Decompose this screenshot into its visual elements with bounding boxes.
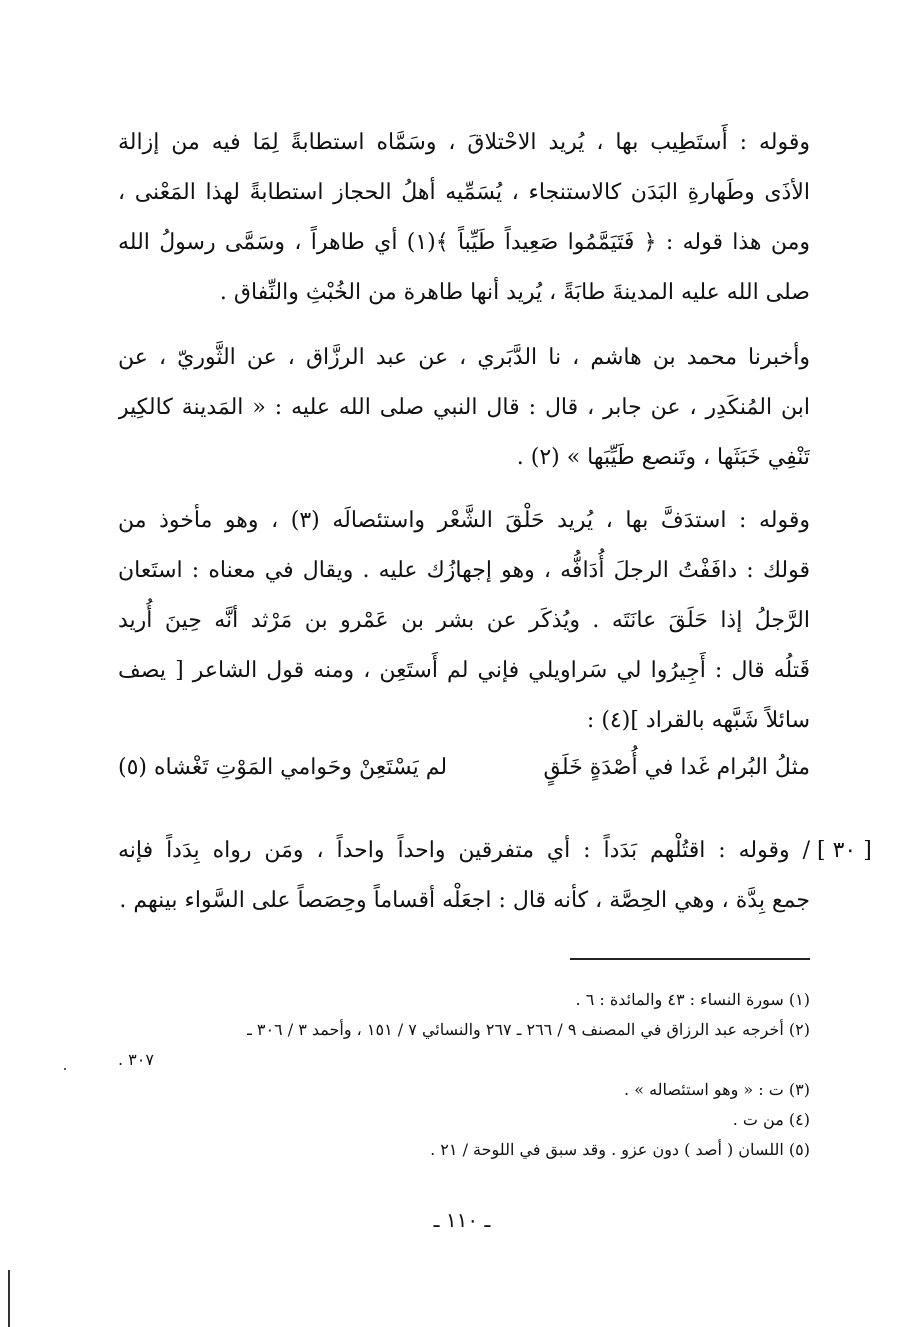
- margin-folio-number: [ ٣٠ ]: [817, 838, 872, 863]
- footnote: [118, 1105, 810, 1135]
- scan-edge-mark: [8, 1270, 10, 1327]
- scan-speck: [64, 1068, 66, 1070]
- footnote-marker: (٣): [788, 1080, 810, 1099]
- footnote-text: ت : « وهو استئصاله » .: [624, 1080, 784, 1099]
- text-line: صلى الله عليه المدينةَ طابَةً ، يُريد أنها طاهرة من الخُبْثِ والنِّفاق .: [219, 280, 810, 305]
- text-line: قَتلُه قال : أَجِيرُوا لي سَراويلي فإني لم أَستَعِن ، ومنه قول الشاعر [ يصف: [118, 658, 810, 683]
- text-line: ومن هذا قوله : ﴿ فَتَيَمَّمُوا صَعِيداً طَيِّباً ﴾(١) أي طاهراً ، وسَمَّى رسولُ الله: [118, 230, 810, 255]
- footnote: [118, 1015, 810, 1045]
- paragraph-badad: [118, 826, 810, 926]
- footnote-marker: (٥): [788, 1140, 810, 1159]
- paragraph-hadith: [118, 333, 810, 483]
- text-line: / وقوله : اقتُلْهم بَدَداً : أي متفرقين واحداً واحداً ، ومَن رواه بِدَداً فإنه: [118, 838, 810, 863]
- footnote-continuation: [118, 1045, 810, 1075]
- footnote-text: اللسان ( أصد ) دون عزو . وقد سبق في اللوحة / ٢١ .: [430, 1140, 784, 1159]
- footnote-text: ٣٠٧ .: [118, 1050, 154, 1069]
- footnotes: [118, 985, 810, 1165]
- text-line: سائلاً شَبَّهه بالقراد ](٤) :: [586, 708, 810, 733]
- footnote-text: سورة النساء : ٤٣ والمائدة : ٦ .: [575, 990, 784, 1009]
- text-line: تَنْفِي خَبَثَها ، وتَنصع طَيِّبَها » (٢) .: [516, 445, 810, 470]
- text-line: الأذَى وطَهارةِ البَدَن كالاستنجاء ، يُسَمِّيه أهلُ الحجاز استطابةً لهذا المَعْنى ،: [118, 180, 810, 205]
- verse-second-hemistich: لم يَسْتَعِنْ وحَوامي المَوْتِ تَغْشاه (٥): [118, 755, 448, 780]
- text-line: الرَّجلُ إذا حَلَقَ عانَتَه . ويُذكَر عن بشر بن عَمْرو بن مَرْثد أنَّه حِينَ أُريد: [118, 608, 810, 633]
- text-line: قولك : دافَفْتُ الرجلَ أُدَافُّه ، وهو إجهازُك عليه . ويقال في معناه : استَعان: [118, 558, 810, 583]
- footnote: [118, 1075, 810, 1105]
- text-line: ابن المُنكَدِر ، عن جابر ، قال : قال النبي صلى الله عليه : « المَدينة كالكِير: [118, 395, 810, 420]
- footnote-text: أخرجه عبد الرزاق في المصنف ٩ / ٢٦٦ ـ ٢٦٧ والنسائي ٧ / ١٥١ ، وأحمد ٣ / ٣٠٦ ـ: [247, 1020, 784, 1039]
- text-line: وأخبرنا محمد بن هاشم ، نا الدَّبَري ، عن عبد الرزَّاق ، عن الثَّوريّ ، عن: [118, 345, 810, 370]
- text-line: جمع بِدَّة ، وهي الحِصَّة ، كأنه قال : اجعَلْه أقساماً وحِصَصاً على السَّواء بينهم .: [119, 888, 810, 913]
- text-line: وقوله : استدَفَّ بها ، يُريد حَلْقَ الشَّعْر واستئصالَه (٣) ، وهو مأخوذ من: [118, 508, 810, 533]
- footnote-text: من ت .: [732, 1110, 784, 1129]
- footnote-marker: (٤): [788, 1110, 810, 1129]
- verse-first-hemistich: مثلُ البُرام غَدا في أُصْدَةٍ خَلَقٍ: [543, 755, 810, 780]
- page-number: ـ ١١٠ ـ: [433, 1208, 491, 1232]
- footnote-marker: (٢): [788, 1020, 810, 1039]
- footnote: [118, 1135, 810, 1165]
- paragraph-tatayyub: [118, 118, 810, 318]
- poetry-verse: [118, 743, 810, 793]
- text-line: وقوله : أَستَطِيب بها ، يُريد الاحْتلاقَ ، وسَمَّاه استطابةً لِمَا فيه من إزالة: [118, 130, 810, 155]
- paragraph-istidaf: [118, 496, 810, 746]
- footnote-marker: (١): [788, 990, 810, 1009]
- footnote-separator: [570, 958, 810, 960]
- footnote: [118, 985, 810, 1015]
